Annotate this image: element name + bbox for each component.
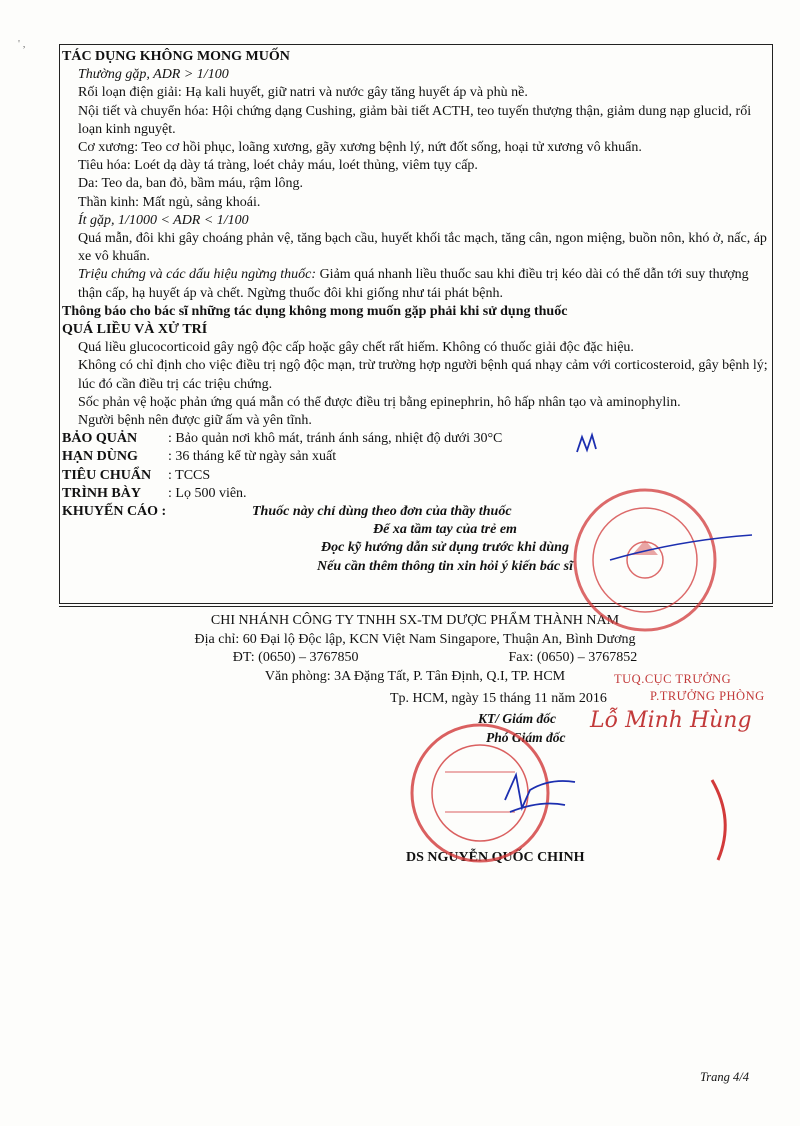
overdose-line: Người bệnh nên được giữ ấm và yên tĩnh. <box>78 413 312 429</box>
approval-subtitle: P.TRƯỞNG PHÒNG <box>650 689 765 703</box>
withdrawal-text: Giảm quá nhanh liều thuốc sau khi điều trị kéo dài có thể dẫn tới suy thượng thận cấp, hạ huyết áp và chết. Ngừng thuốc đôi khi giống như tái phát bệnh. <box>78 267 749 301</box>
common-frequency-label: Thường gặp, ADR > 1/100 <box>78 67 229 83</box>
field-value: : Lọ 500 viên. <box>168 485 247 501</box>
warning-label: KHUYẾN CÁO : <box>62 504 167 520</box>
adverse-line: Tiêu hóa: Loét dạ dày tá tràng, loét chảy máu, loét thủng, viêm tụy cấp. <box>78 158 478 174</box>
company-office: Văn phòng: 3A Đặng Tất, P. Tân Định, Q.I, TP. HCM <box>264 668 566 684</box>
rare-frequency-label: Ít gặp, 1/1000 < ADR < 1/100 <box>78 212 249 228</box>
field-label: TIÊU CHUẨN <box>62 467 152 483</box>
field-value: : TCCS <box>168 467 211 483</box>
warning-line: Thuốc này chỉ dùng theo đơn của thầy thuốc <box>252 504 512 520</box>
kt-title: KT/ Giám đốc <box>478 711 556 726</box>
approval-signature-name: Lỗ Minh Hùng <box>590 708 752 733</box>
company-phone: ĐT: (0650) – 3767850 <box>232 650 359 666</box>
initials-mark <box>577 435 596 452</box>
overdose-line: Sốc phản vệ hoặc phản ứng quá mẫn có thể được điều trị bằng epinephrin, hô hấp nhân tạo và aminophylin. <box>78 394 681 410</box>
adverse-line: Nội tiết và chuyển hóa: Hội chứng dạng Cushing, giảm bài tiết ACTH, teo tuyến thượng thận, giảm dung nạp glucid, rối loạn kinh nguyệt. <box>78 103 752 137</box>
field-label: BẢO QUẢN <box>62 431 138 447</box>
corner-mark: ' , <box>18 38 26 50</box>
company-name: CHI NHÁNH CÔNG TY TNHH SX-TM DƯỢC PHẨM THÀNH NAM <box>210 613 620 628</box>
adverse-line: Da: Teo da, ban đỏ, bầm máu, rậm lông. <box>78 176 304 192</box>
date-line: Tp. HCM, ngày 15 tháng 11 năm 2016 <box>390 691 607 706</box>
page-number: Trang 4/4 <box>700 1070 749 1084</box>
agency-seal <box>575 490 715 630</box>
warning-line: Để xa tầm tay của trẻ em <box>373 522 517 538</box>
approval-title: TUQ.CỤC TRƯỞNG <box>614 672 732 686</box>
company-fax: Fax: (0650) – 3767852 <box>508 650 638 666</box>
withdrawal-label: Triệu chứng và các dấu hiệu ngừng thuốc: <box>78 267 317 283</box>
field-label: TRÌNH BÀY <box>62 485 141 501</box>
deputy-signature <box>505 775 575 812</box>
field-value: : Bảo quản nơi khô mát, tránh ánh sáng, nhiệt độ dưới 30°C <box>168 431 503 447</box>
rare-line: Quá mẫn, đôi khi gây choáng phản vệ, tăng bạch cầu, huyết khối tắc mạch, tăng cân, ngon miệng, buồn nôn, khó ở, nấc, áp xe vô khuẩn. <box>78 231 767 265</box>
overdose-heading: QUÁ LIỀU VÀ XỬ TRÍ <box>62 322 208 338</box>
adverse-line: Thần kinh: Mất ngủ, sảng khoái. <box>78 194 261 210</box>
adverse-line: Rối loạn điện giải: Hạ kali huyết, giữ natri và nước gây tăng huyết áp và phù nề. <box>78 85 528 101</box>
overdose-line: Quá liều glucocorticoid gây ngộ độc cấp hoặc gây chết rất hiếm. Không có thuốc giải độc đặc hiệu. <box>78 340 634 356</box>
overdose-line: Không có chỉ định cho việc điều trị ngộ độc mạn, trừ trường hợp người bệnh quá nhạy cảm với corticosteroid, gây bệnh lý; lúc đó cần điều trị các triệu chứng. <box>78 358 768 392</box>
company-seal <box>412 725 548 861</box>
deputy-title: Phó Giám đốc <box>486 730 566 745</box>
warning-line: Đọc kỹ hướng dẫn sử dụng trước khi dùng <box>321 540 569 556</box>
field-value: : 36 tháng kể từ ngày sản xuất <box>168 449 337 465</box>
adverse-line: Cơ xương: Teo cơ hồi phục, loãng xương, gãy xương bệnh lý, nứt đốt sống, hoại tử xương vô khuẩn. <box>78 140 642 156</box>
field-label: HẠN DÙNG <box>62 449 138 465</box>
company-address: Địa chỉ: 60 Đại lộ Độc lập, KCN Việt Nam Singapore, Thuận An, Bình Dương <box>194 631 636 647</box>
adverse-heading: TÁC DỤNG KHÔNG MONG MUỐN <box>62 49 290 64</box>
warning-line: Nếu cần thêm thông tin xin hỏi ý kiến bác sĩ <box>317 558 573 574</box>
red-mark <box>712 780 725 860</box>
signer-name: DS NGUYỄN QUỐC CHINH <box>406 850 585 865</box>
notice-line: Thông báo cho bác sĩ những tác dụng không mong muốn gặp phải khi sử dụng thuốc <box>62 303 568 319</box>
